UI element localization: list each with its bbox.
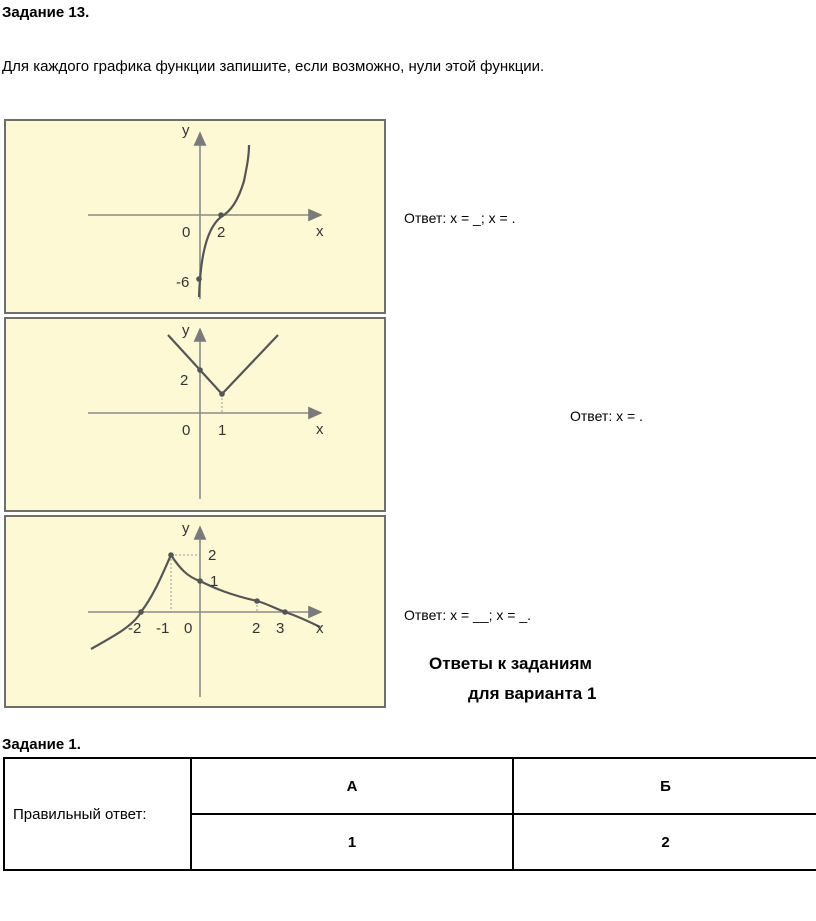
graph-2-plot (6, 319, 384, 510)
point-x2 (254, 598, 260, 604)
tick-y-1-label: 1 (210, 573, 219, 590)
graph-3-answer: Ответ: х = __; х = _. (404, 607, 532, 623)
curve (199, 145, 249, 297)
peak-point (168, 552, 174, 558)
header-cell-b: Б (513, 758, 816, 814)
row-label-cell: Правильный ответ: (4, 758, 191, 870)
task13-instruction: Для каждого графика функции запишите, если возможно, нули этой функции. (2, 58, 545, 75)
y-intercept-point (196, 276, 202, 282)
value-cell-b: 2 (513, 814, 816, 870)
tick-y-label: -6 (176, 274, 190, 291)
tick-y-2-label: 2 (208, 547, 217, 564)
vertex-point (219, 391, 225, 397)
graph-2 (4, 317, 386, 512)
tick-x-2-label: 2 (252, 620, 261, 637)
tick-x-minus1-label: -1 (156, 620, 170, 637)
tick-x-label: 2 (217, 224, 226, 241)
x-axis-label: x (316, 223, 324, 240)
y-intercept-point (197, 367, 203, 373)
zero-point-left (138, 609, 144, 615)
origin-label: 0 (182, 224, 191, 241)
y-axis-label: y (182, 322, 190, 339)
tick-x-3-label: 3 (276, 620, 285, 637)
y-axis-label: y (182, 520, 190, 537)
task13-title: Задание 13. (2, 4, 90, 21)
graph-1-plot (6, 121, 384, 312)
graph-3-plot (6, 517, 384, 706)
graph-1 (4, 119, 386, 314)
value-cell-a: 1 (191, 814, 513, 870)
answer-table (3, 757, 816, 871)
tick-x-minus2-label: -2 (128, 620, 142, 637)
graph-1-answer: Ответ: х = _; х = . (404, 210, 516, 226)
y-intercept-point (197, 578, 203, 584)
curve (91, 555, 320, 649)
header-cell-a: А (191, 758, 513, 814)
origin-label: 0 (184, 620, 193, 637)
zero-point-right (282, 609, 288, 615)
origin-label: 0 (182, 422, 191, 439)
x-axis-label: x (316, 421, 324, 438)
y-axis-label: y (182, 122, 190, 139)
answers-heading-line1: Ответы к заданиям (429, 654, 592, 673)
graph-2-answer: Ответ: х = . (570, 408, 643, 424)
x-axis-label: x (316, 620, 324, 637)
tick-x-label: 1 (218, 422, 227, 439)
graph-3 (4, 515, 386, 708)
zero-point (218, 212, 224, 218)
answers-heading-line2: для варианта 1 (468, 684, 597, 703)
tick-y-label: 2 (180, 372, 189, 389)
task1-title: Задание 1. (2, 736, 81, 753)
